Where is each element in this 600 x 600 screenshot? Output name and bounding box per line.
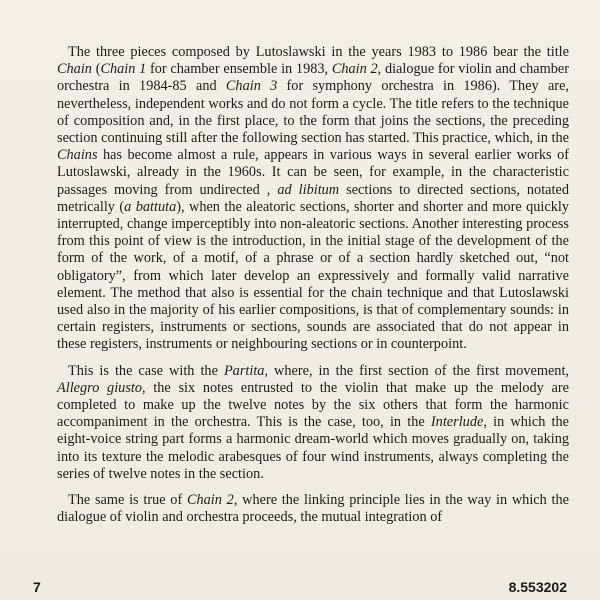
text-run: This is the case with the [68,362,224,379]
paragraph-1 [57,44,569,354]
text-run: for symphony orchestra in 1986). They are, nevertheless, independent works and do not form a cycle. The title refers to the technique of composition and, in the first place, to the form that joins the sections, the preceding section continuing still after the following section has started. This practice, which, in the [57,78,569,147]
italic-text: Chain 1 [100,61,147,78]
italic-text: Chain 2 [186,492,234,509]
text-run: , dialogue for violin and chamber orchestra in 1984-85 and [57,61,569,95]
italic-text: a battuta [124,198,177,215]
text-run: has become almost a rule, appears in various ways in several earlier works of Lutoslawski, already in the 1960s. It can be seen, for example, in the characteristic passages moving from undirected , [57,147,569,198]
page-number: 7 [33,579,41,595]
paragraph-2 [57,363,569,483]
italic-text: Interlude [430,414,484,431]
text-run: sections to directed sections, notated metrically ( [57,181,569,215]
catalogue-number: 8.553202 [508,579,567,595]
text-run: , in which the eight-voice string part forms a harmonic dream-world which moves gradually on, taking into its texture the melodic arabesques of four wind instruments, always completing the series of twelve notes in the section. [57,414,569,482]
italic-text: Chain 2 [331,61,378,78]
italic-text: Chain 3 [225,78,278,95]
text-run: The three pieces composed by Lutoslawski in the years 1983 to 1986 bear the title [68,44,569,60]
italic-text: Chains [57,147,98,164]
text-run: ), when the aleatoric sections, shorter and shorter and more quickly interrupted, change imperceptibly into non-aleatoric sections. Another interesting process from this point of view is the introduction, in the initial stage of the development of the form of the work, of a motif, of a phrase or of a section hardly sketched out, “not obligatory”, from which later develop an expressively and formally valid narrative element. The method that also is essential for the chain technique and that Lutoslawski used also in the majority of his earlier compositions, is that of complementary sounds: in certain registers, instruments or sections, sounds are associated that do not appear in these registers, instruments or neighbouring sections or in counterpoint. [57,198,569,353]
italic-text: ad libitum [277,181,340,198]
text-run: , where the linking principle lies in the way in which the dialogue of violin and orchestra proceeds, the mutual integration of [57,492,569,526]
text-run: for chamber ensemble in 1983, [146,61,332,78]
italic-text: Chain [57,61,92,78]
text-run: , the six notes entrusted to the violin that make up the melody are completed to make up the twelve notes by the six others that form the harmonic accompaniment in the orchestra. This is the case, too, in the [57,379,569,431]
body-text [57,44,569,526]
italic-text: Partita [223,362,265,379]
text-run: ( [91,61,101,78]
paragraph-3 [57,492,569,526]
text-run: , where, in the first section of the first movement, [264,362,570,379]
italic-text: Allegro giusto [57,379,143,396]
text-run: The same is true of [68,492,187,509]
